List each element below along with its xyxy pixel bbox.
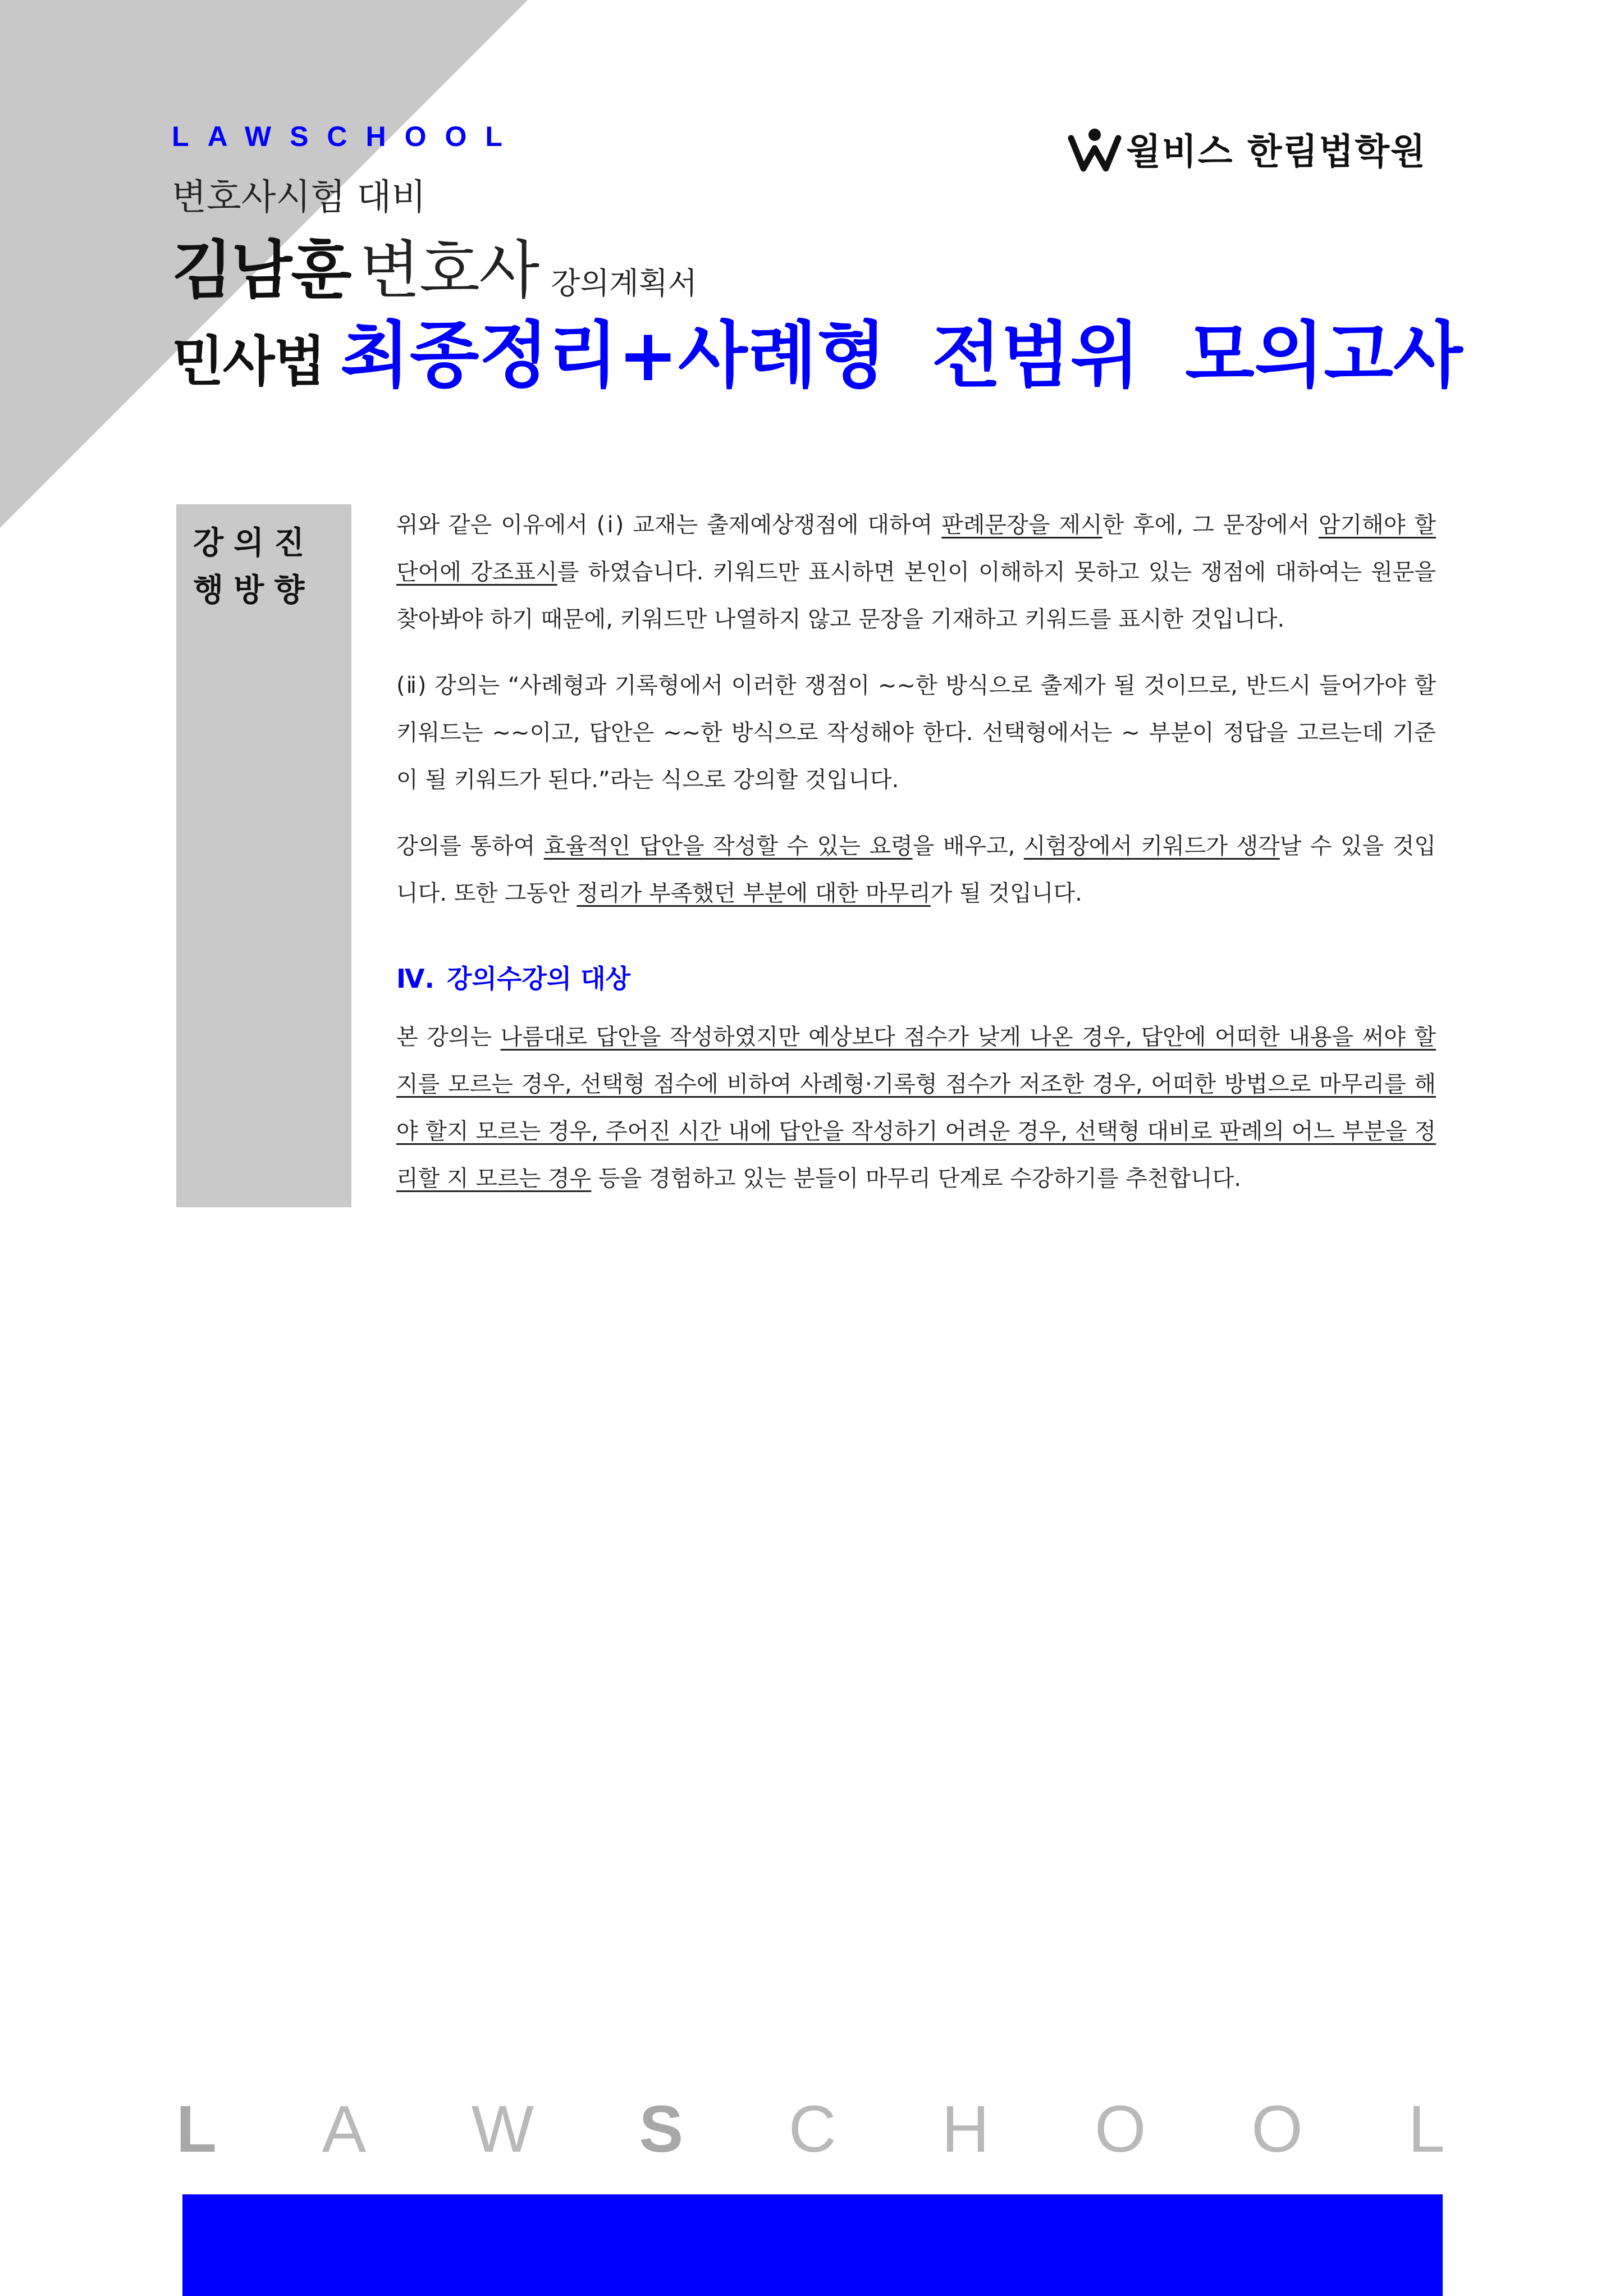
underlined-text: 암기해야 할 단어에 강조표시 bbox=[396, 512, 1436, 585]
section-sidebar bbox=[176, 504, 351, 1207]
academy-logo-icon bbox=[1067, 124, 1123, 174]
text-run: 을 배우고, bbox=[912, 833, 1024, 859]
document-type: 강의계획서 bbox=[551, 266, 697, 301]
section-heading-target bbox=[396, 956, 1436, 1001]
course-subject: 민사법 bbox=[172, 330, 325, 393]
exam-prep-label: 변호사시험 대비 bbox=[172, 177, 427, 218]
text-run: 한 후에, 그 문장에서 bbox=[1102, 512, 1319, 538]
course-title: 최종정리+사례형 전범위 모의고사 bbox=[340, 314, 1463, 398]
text-run: 본 강의는 bbox=[396, 1024, 501, 1050]
footer-blue-bar bbox=[182, 2194, 1443, 2296]
footer-letter: H bbox=[941, 2092, 990, 2166]
underlined-text: 효율적인 답안을 작성할 수 있는 요령 bbox=[543, 833, 913, 859]
academy-logo-text: 윌비스 한림법학원 bbox=[1126, 131, 1426, 173]
text-run: 강의를 통하여 bbox=[396, 833, 544, 859]
text-run: 를 하였습니다. 키워드만 표시하면 본인이 이해하지 못하고 있는 쟁점에 대하여는 원문을 찾아봐야 하기 때문에, 키워드만 나열하지 않고 문장을 기재하고 키워드를 표시한 것입니다. bbox=[396, 559, 1436, 632]
paragraph-lecture: (ⅱ) 강의는 “사례형과 기록형에서 이러한 쟁점이 ~~한 방식으로 출제가 될 것이므로, 반드시 들어가야 할 키워드는 ~~이고, 답안은 ~~한 방식으로 작성해야 한다. 선택형에서는 ~ 부분이 정답을 고르는데 기준이 될 키워드가 된다.”라는 식으로 강의할 것입니다. bbox=[396, 673, 1436, 793]
footer-letter: C bbox=[788, 2092, 836, 2166]
footer-letter: O bbox=[1094, 2092, 1146, 2166]
instructor-line bbox=[172, 220, 697, 311]
footer-letter: L bbox=[176, 2092, 217, 2166]
text-run: 위와 같은 이유에서 (ⅰ) 교재는 출제예상쟁점에 대하여 bbox=[396, 512, 942, 538]
text-run: 등을 경험하고 있는 분들이 마무리 단계로 수강하기를 추천합니다. bbox=[591, 1166, 1241, 1192]
academy-logo bbox=[1067, 124, 1426, 174]
brand-tag: LAWSCHOOL bbox=[172, 121, 521, 152]
underlined-text: 시험장에서 키워드가 생각 bbox=[1023, 833, 1280, 859]
text-run: 가 될 것입니다. bbox=[930, 880, 1082, 906]
underlined-text: 판례문장을 제시 bbox=[941, 512, 1103, 538]
footer-letter: O bbox=[1251, 2092, 1303, 2166]
instructor-name: 김남훈 bbox=[172, 234, 351, 307]
section-title: 강의수강의 대상 bbox=[447, 964, 631, 994]
sidebar-label: 강의진행방향 bbox=[193, 525, 315, 609]
underlined-text: 나름대로 답안을 작성하였지만 예상보다 점수가 낮게 나온 경우, 답안에 어떠한 내용을 써야 할지를 모르는 경우, 선택형 점수에 비하여 사례형·기록형 점수가 저조한 경우, 어떠한 방법으로 마무리를 해야 할지 모르는 경우, 주어진 시간 내에 답안을 작성하기 어려운 경우, 선택형 대비로 판례의 어느 부분을 정리할 지 모르는 경우 bbox=[396, 1024, 1436, 1192]
paragraph-benefits bbox=[396, 823, 1436, 917]
text-run: 날 수 있을 것입니다. 또한 그동안 bbox=[396, 833, 1436, 906]
footer-wordmark bbox=[176, 2091, 1445, 2167]
course-title-line bbox=[172, 298, 1463, 401]
footer-letter: W bbox=[471, 2092, 534, 2166]
instructor-role: 변호사 bbox=[359, 234, 539, 307]
footer-letter: A bbox=[322, 2092, 367, 2166]
main-content bbox=[396, 501, 1436, 1202]
section-number: Ⅳ. bbox=[396, 964, 435, 994]
footer-letter: L bbox=[1408, 2092, 1445, 2166]
footer-letter: S bbox=[639, 2092, 684, 2166]
underlined-text: 정리가 부족했던 부분에 대한 마무리 bbox=[577, 880, 931, 906]
paragraph-textbook bbox=[396, 501, 1436, 643]
paragraph-target-audience bbox=[396, 1014, 1436, 1202]
